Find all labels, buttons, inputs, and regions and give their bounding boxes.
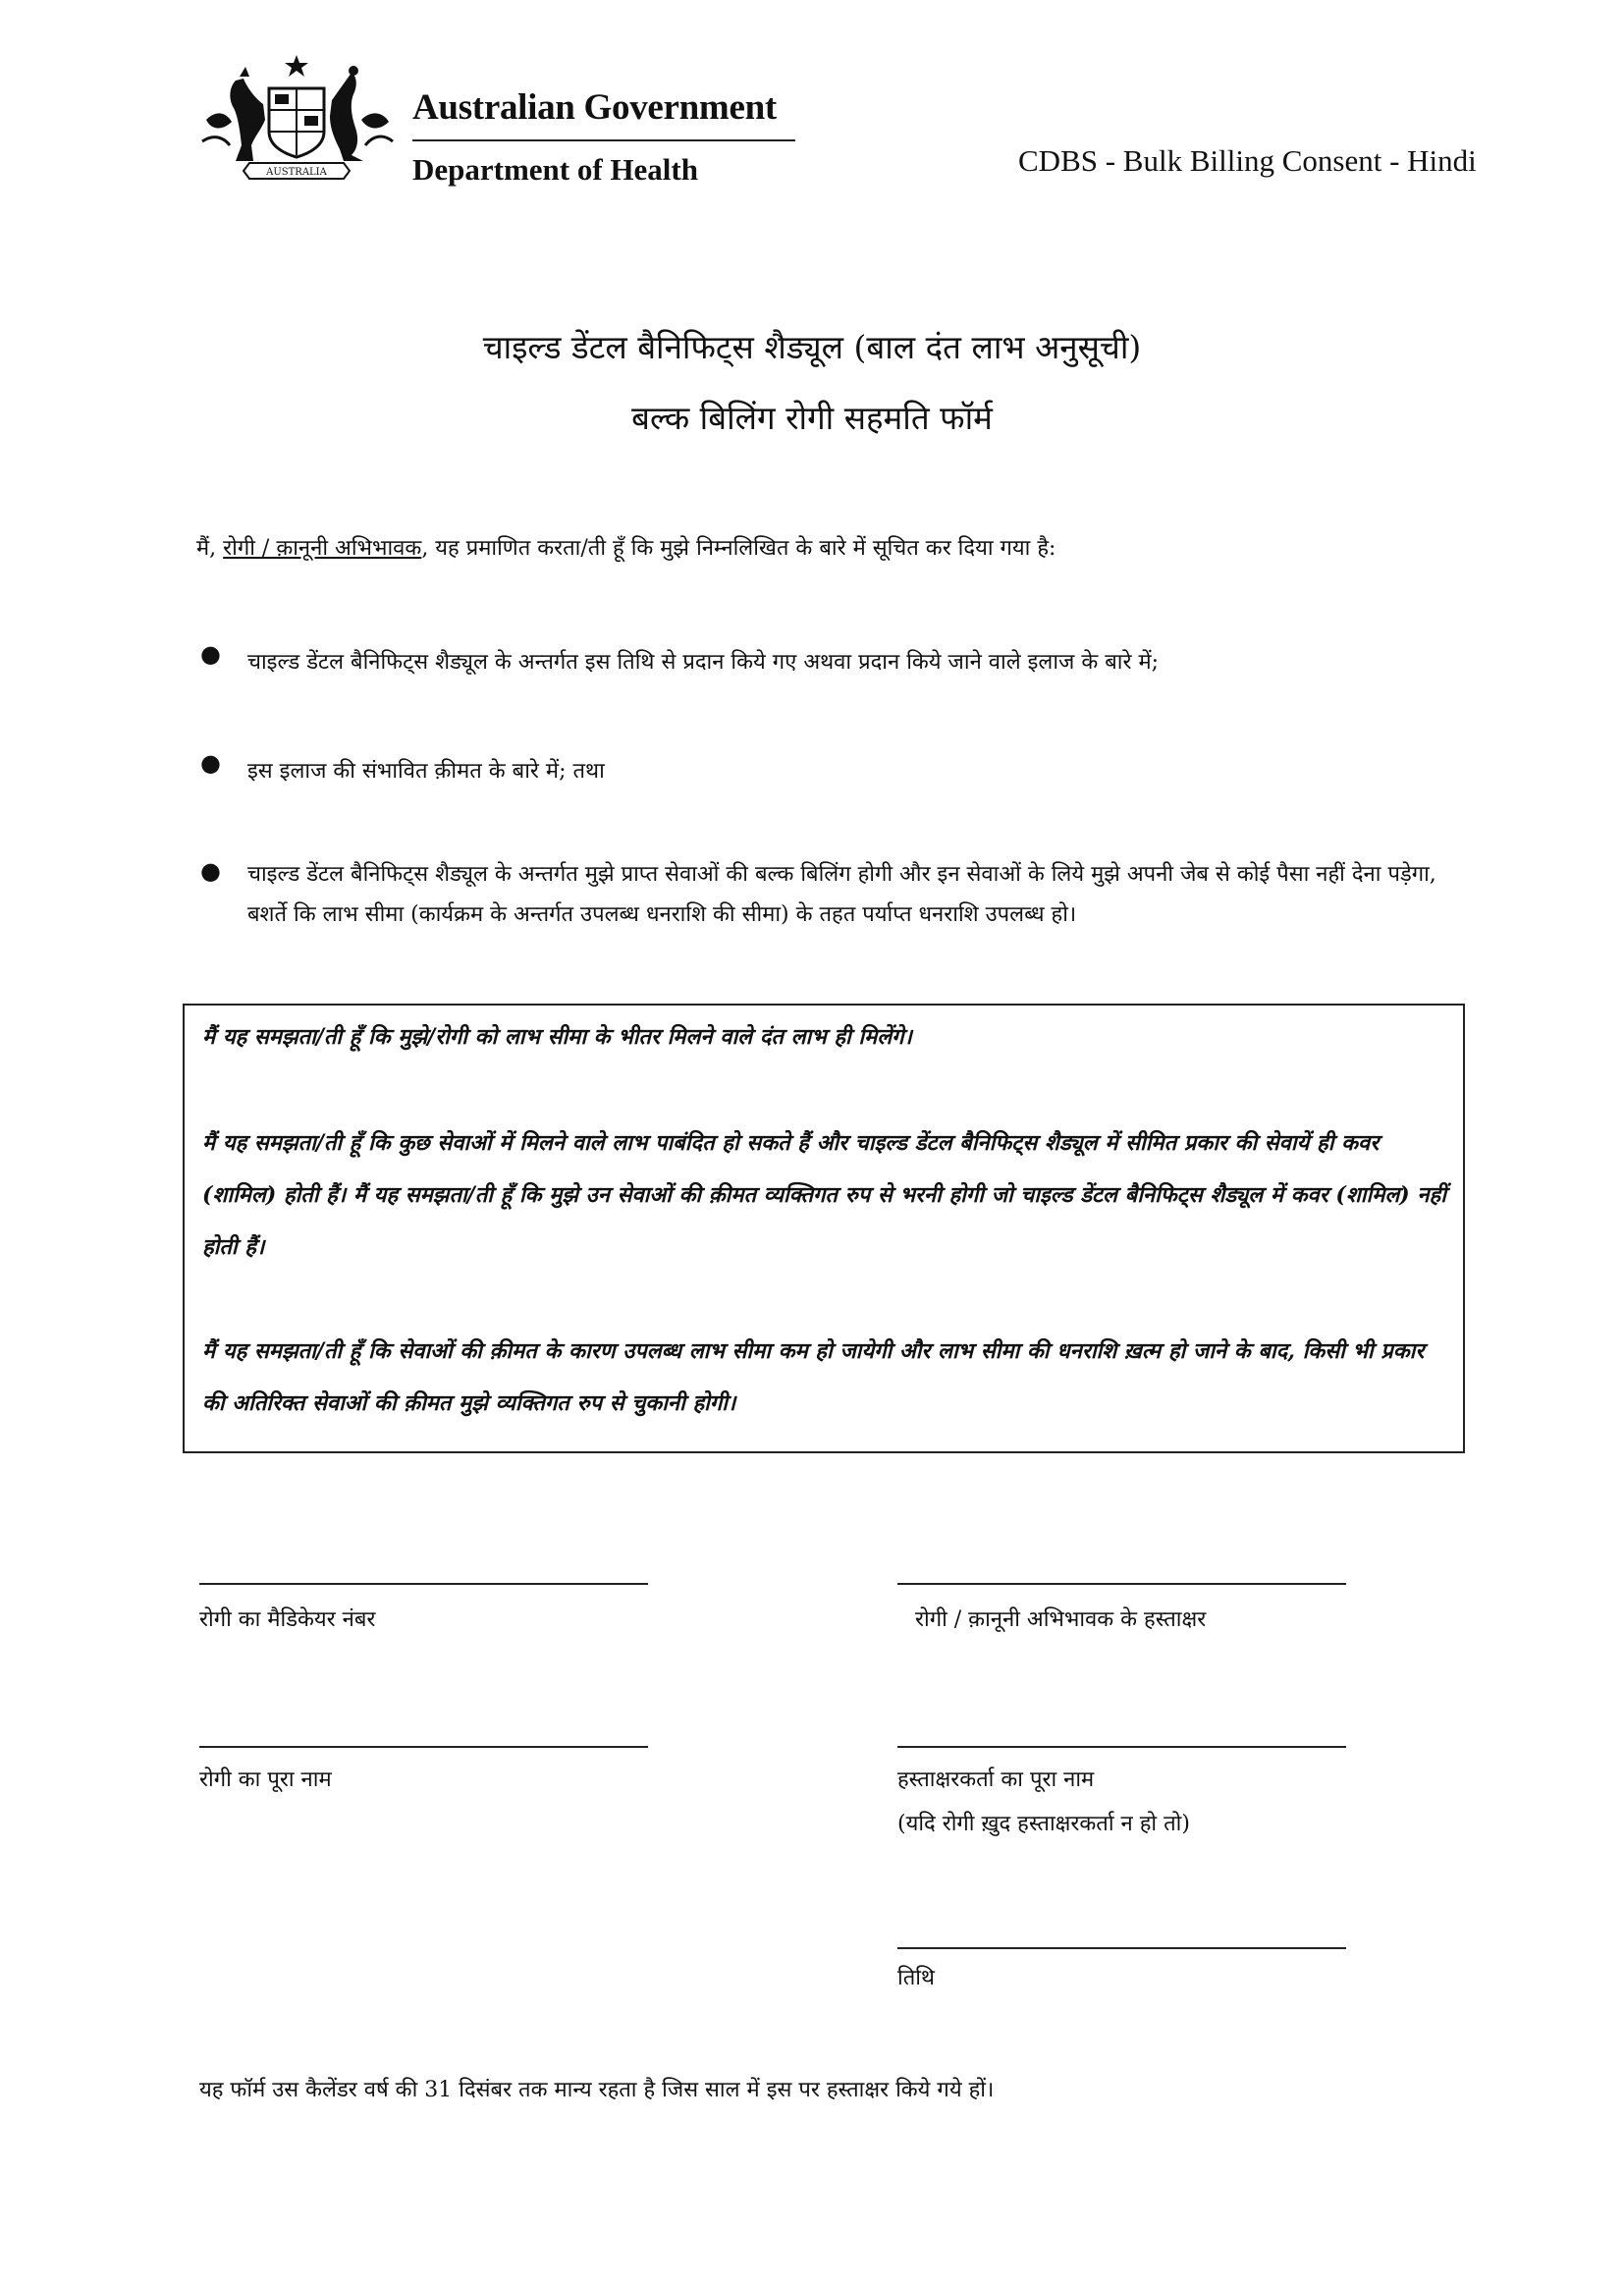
validity-note: यह फॉर्म उस कैलेंडर वर्ष की 31 दिसंबर तक मान्य रहता है जिस साल में इस पर हस्ताक्षर किये गये हों। [199,2078,995,2102]
signature-field[interactable] [897,1583,1346,1585]
document-code: CDBS - Bulk Billing Consent - Hindi [1018,143,1477,178]
patient-name-field[interactable] [199,1746,648,1748]
signer-name-note: (यदि रोगी ख़ुद हस्ताक्षरकर्ता न हो तो) [897,1812,1190,1836]
notice-paragraph-3: मैं यह समझता/ती हूँ कि सेवाओं की क़ीमत के कारण उपलब्ध लाभ सीमा कम हो जायेगी और लाभ सीमा की धनराशि ख़त्म हो जाने के बाद, किसी भी प्रकार की अतिरिक्त सेवाओं की क़ीमत मुझे व्यक्तिगत रुप से चुकानी होगी। [202,1338,1425,1416]
date-label: तिथि [897,1966,935,1990]
signer-name-label: हस्ताक्षरकर्ता का पूरा नाम [897,1768,1095,1792]
intro-pre: मैं, [196,536,224,561]
crest-scroll-text: AUSTRALIA [266,167,327,178]
intro-post: , यह प्रमाणित करता/ती हूँ कि मुझे निम्नलिखित के बारे में सूचित कर दिया गया है: [421,536,1056,561]
signer-name-field[interactable] [897,1746,1346,1748]
bullet-treatment: चाइल्ड डेंटल बैनिफिट्स शैड्यूल के अन्तर्गत इस तिथि से प्रदान किये गए अथवा प्रदान किये जाने वाले इलाज के बारे में; [247,650,1160,675]
bullet-icon: ● [200,857,221,885]
form-title-line-1: चाइल्ड डेंटल बैनिफिट्स शैड्यूल (बाल दंत लाभ अनुसूची) [482,328,1142,366]
bullet-cost: इस इलाज की संभावित क़ीमत के बारे में; तथा [247,759,605,784]
date-field[interactable] [897,1947,1346,1949]
government-title: Australian Government [412,87,777,128]
bullet-bulk-billing: चाइल्ड डेंटल बैनिफिट्स शैड्यूल के अन्तर्गत मुझे प्राप्त सेवाओं की बल्क बिलिंग होगी और इन सेवाओं के लिये मुझे अपनी जेब से कोई पैसा नहीं देना पड़ेगा, बशर्ते कि लाभ सीमा (कार्यक्रम के अन्तर्गत उपलब्ध धनराशि की सीमा) के तहत पर्याप्त धनराशि उपलब्ध हो। [247,862,1436,927]
intro-role: रोगी / क़ानूनी अभिभावक [223,536,422,561]
patient-name-label: रोगी का पूरा नाम [199,1768,332,1792]
notice-paragraph-2: मैं यह समझता/ती हूँ कि कुछ सेवाओं में मिलने वाले लाभ पाबंदित हो सकते हैं और चाइल्ड डेंटल बैनिफिट्स शैड्यूल में सीमित प्रकार की सेवायें ही कवर (शामिल) होती हैं। मैं यह समझता/ती हूँ कि मुझे उन सेवाओं की क़ीमत व्यक्तिगत रुप से भरनी होगी जो चाइल्ड डेंटल बैनिफिट्स शैड्यूल में कवर (शामिल) नहीं होती हैं। [202,1130,1446,1260]
form-title-line-2: बल्क बिलिंग रोगी सहमति फॉर्म [631,399,993,437]
medicare-number-field[interactable] [199,1583,648,1585]
department-name: Department of Health [412,152,698,187]
bullet-icon: ● [200,640,221,668]
header-divider [412,139,795,141]
notice-paragraph-1: मैं यह समझता/ती हूँ कि मुझे/रोगी को लाभ सीमा के भीतर मिलने वाले दंत लाभ ही मिलेंगे। [202,1024,912,1050]
coat-of-arms-icon [196,51,398,184]
medicare-number-label: रोगी का मैडिकेयर नंबर [199,1607,376,1632]
bullet-icon: ● [200,749,221,777]
intro-statement [196,528,1453,569]
signature-label: रोगी / क़ानूनी अभिभावक के हस्ताक्षर [915,1607,1207,1632]
